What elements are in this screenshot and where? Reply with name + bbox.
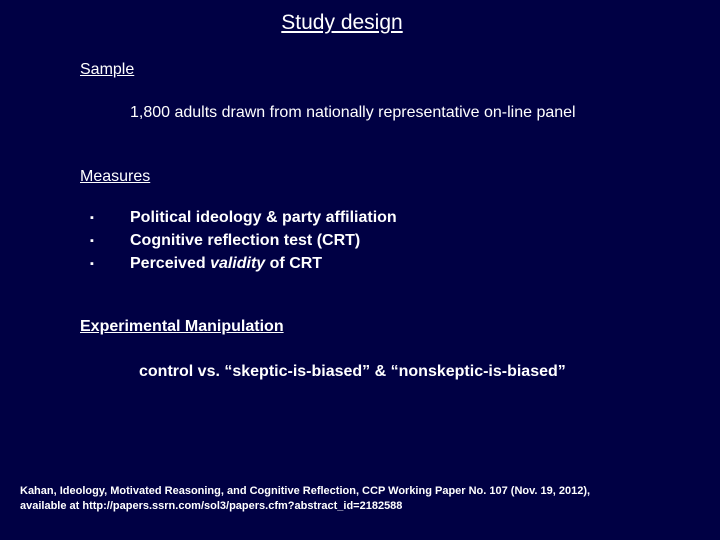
list-item [90,232,397,255]
square-bullet-icon: ▪ [90,258,94,270]
slide-title [0,11,682,35]
measure-item-text: Perceived validity of CRT [130,255,323,272]
citation-line-2: available at http://papers.ssrn.com/sol3/papers.cfm?abstract_id=2182588 [20,500,403,512]
square-bullet-icon: ▪ [90,235,94,247]
measures-list [90,209,397,278]
manipulation-heading: Experimental Manipulation [80,318,284,335]
measures-heading: Measures [80,168,151,185]
square-bullet-icon: ▪ [90,212,94,224]
citation [20,484,710,514]
citation-line-1: Kahan, Ideology, Motivated Reasoning, and Cognitive Reflection, CCP Working Paper No. 107 (Nov. 19, 2012), [20,485,591,497]
list-item [90,209,397,232]
slide-title-text: Study design [281,11,403,34]
sample-heading: Sample [80,61,135,78]
measure-item-text: Political ideology & party affiliation [130,209,397,226]
list-item [90,255,397,278]
measure-item-text: Cognitive reflection test (CRT) [130,232,361,249]
manipulation-description: control vs. “skeptic-is-biased” & “nonskeptic-is-biased” [139,363,566,380]
sample-description: 1,800 adults drawn from nationally representative on-line panel [130,104,576,121]
